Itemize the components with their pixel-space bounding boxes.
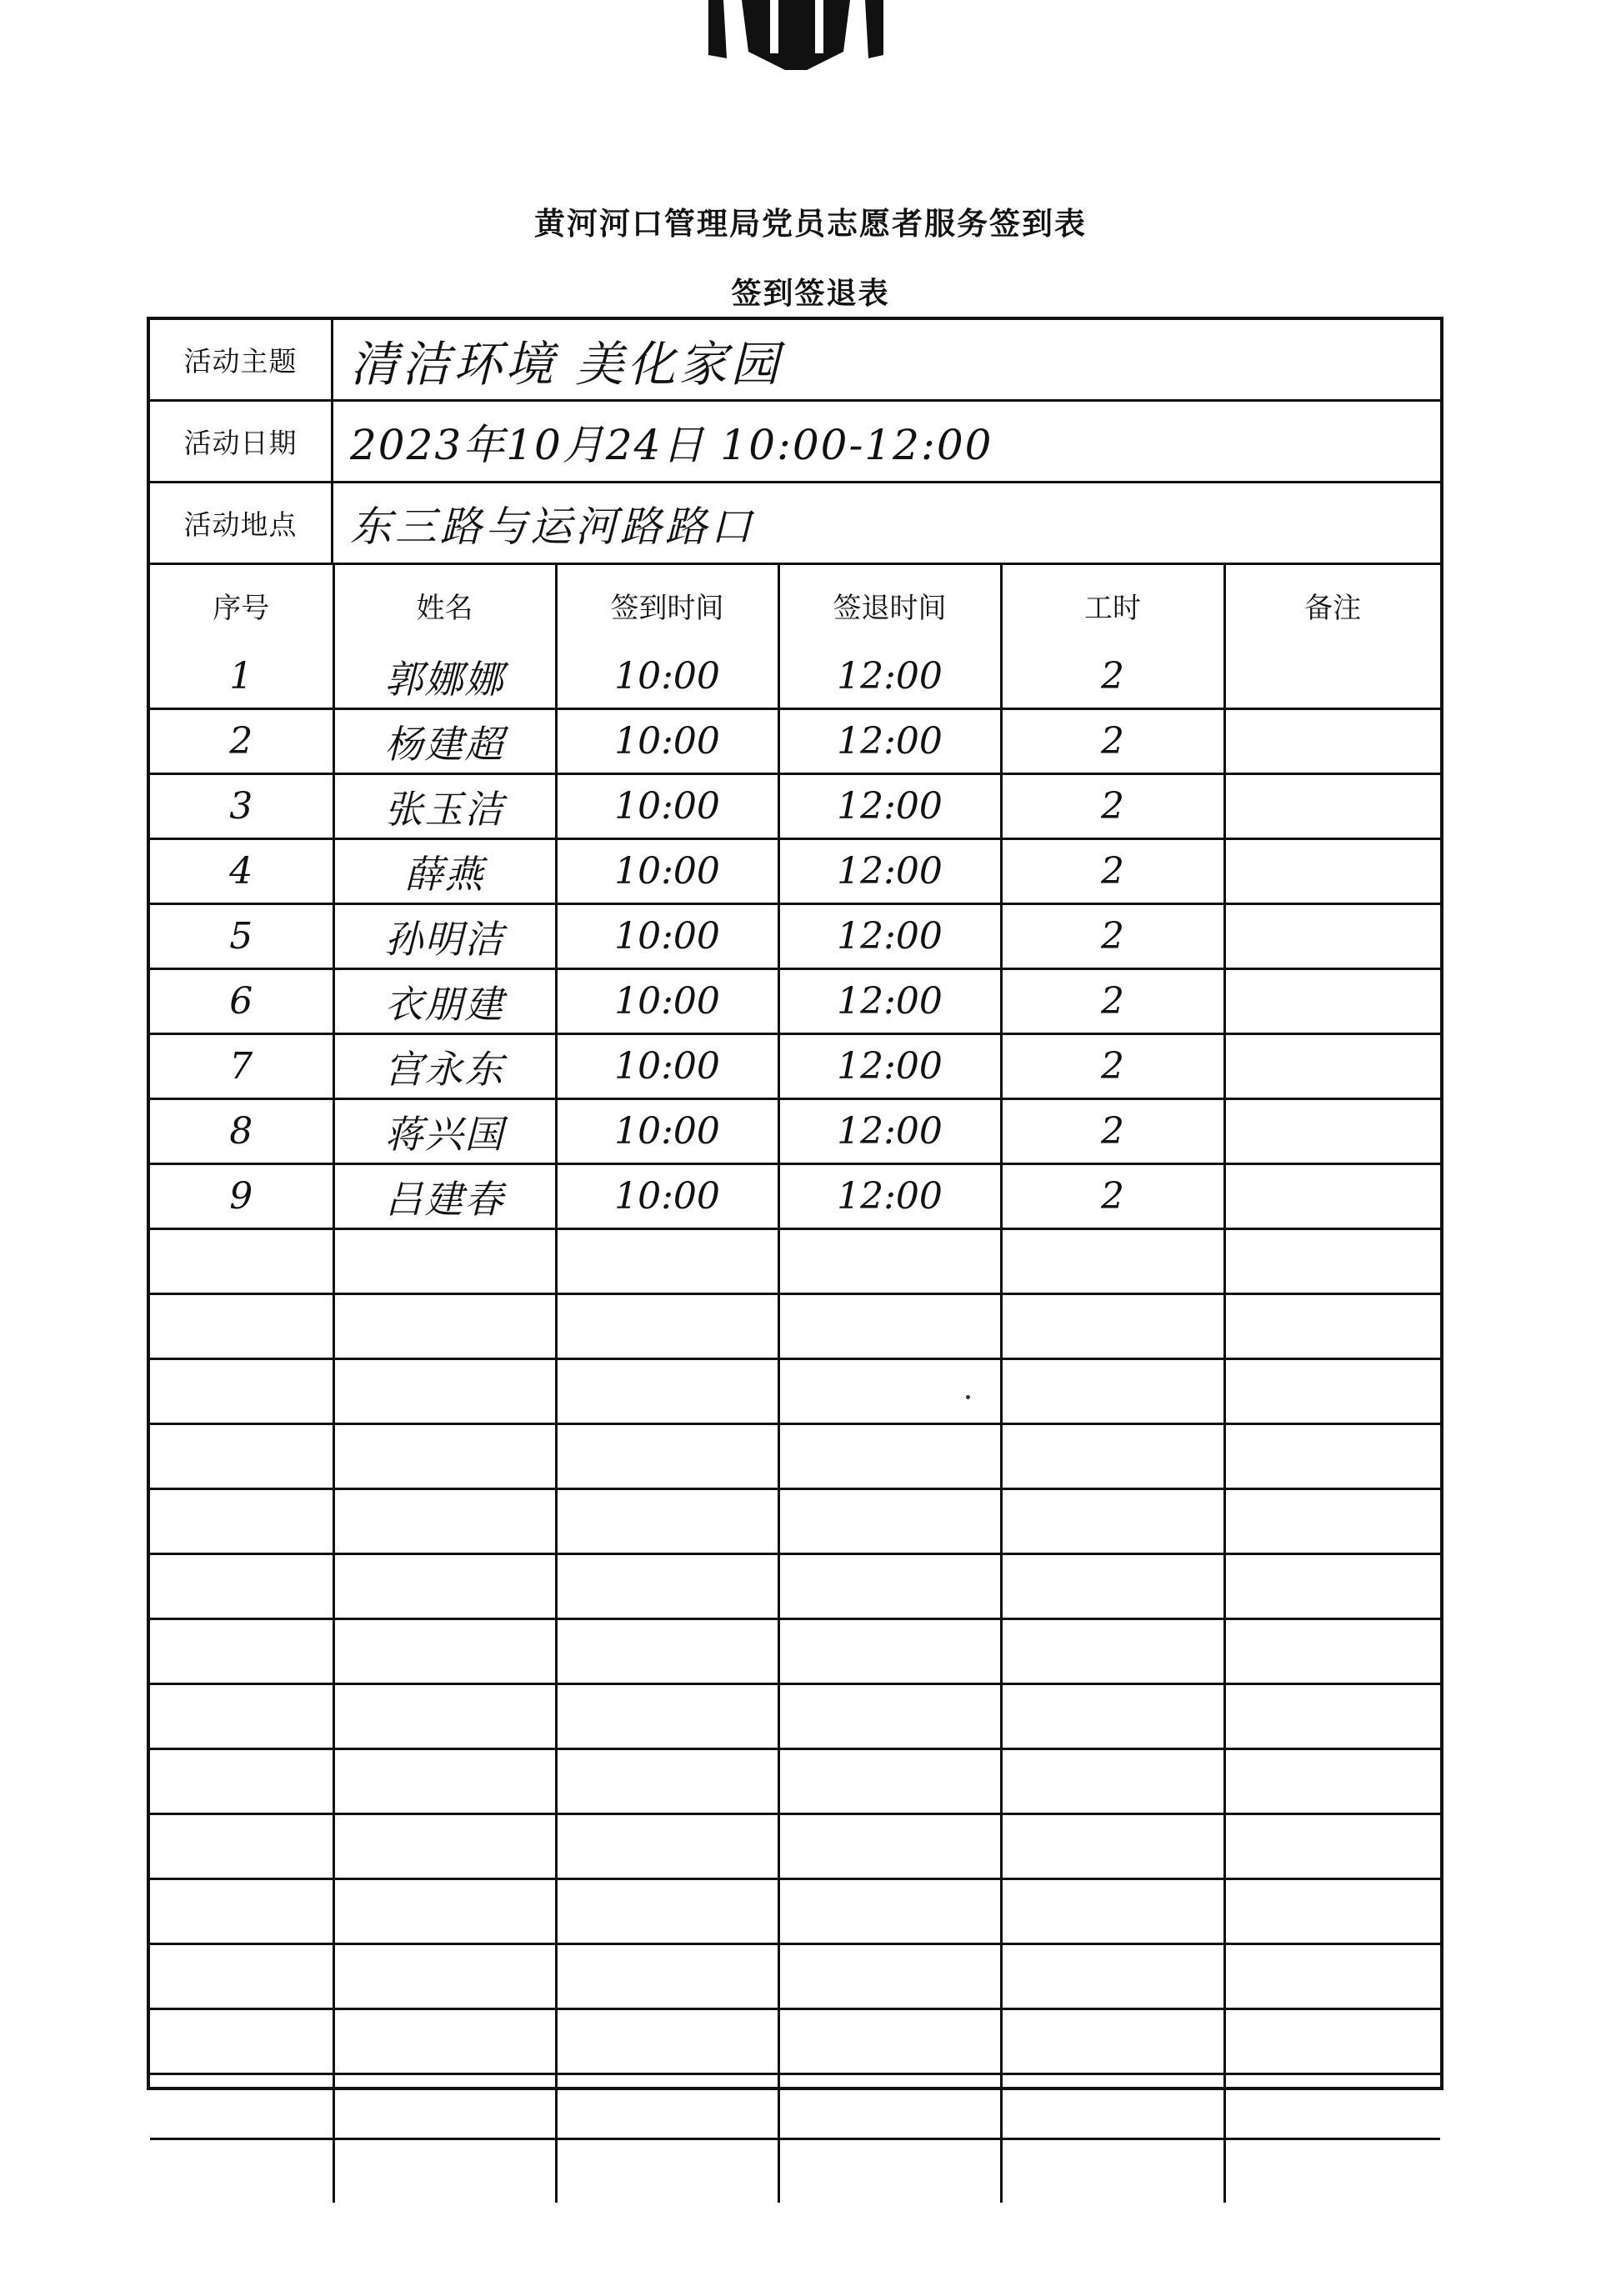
row-name: 孙明洁 bbox=[333, 904, 556, 969]
row-sign-out-time bbox=[778, 1749, 1001, 1814]
table-row bbox=[150, 2074, 1440, 2139]
row-note bbox=[1224, 709, 1440, 774]
row-hours bbox=[1001, 1554, 1224, 1619]
row-note bbox=[1224, 2074, 1440, 2139]
row-name: 宫永东 bbox=[333, 1034, 556, 1099]
row-name bbox=[333, 1359, 556, 1424]
table-row bbox=[150, 709, 1440, 774]
row-sign-in-time: 10:00 bbox=[556, 1034, 778, 1099]
row-note bbox=[1224, 1099, 1440, 1164]
row-sign-in-time: 10:00 bbox=[556, 774, 778, 839]
row-sign-in-time: 10:00 bbox=[556, 1099, 778, 1164]
row-note bbox=[1224, 904, 1440, 969]
row-sign-in-time: 10:00 bbox=[556, 1164, 778, 1229]
row-hours: 2 bbox=[1001, 839, 1224, 904]
row-name bbox=[333, 1294, 556, 1359]
row-sign-out-time: 12:00 bbox=[778, 1164, 1001, 1229]
row-hours: 2 bbox=[1001, 1099, 1224, 1164]
table-row bbox=[150, 1294, 1440, 1359]
row-sign-out-time: 12:00 bbox=[778, 774, 1001, 839]
info-row-date bbox=[150, 402, 1440, 483]
attendance-table bbox=[150, 565, 1440, 2203]
table-row bbox=[150, 774, 1440, 839]
table-row bbox=[150, 969, 1440, 1034]
row-hours bbox=[1001, 1489, 1224, 1554]
row-name bbox=[333, 1424, 556, 1489]
row-sign-out-time bbox=[778, 1424, 1001, 1489]
row-note bbox=[1224, 1879, 1440, 1944]
row-sign-out-time bbox=[778, 1814, 1001, 1879]
row-note bbox=[1224, 1619, 1440, 1684]
row-hours bbox=[1001, 1749, 1224, 1814]
row-note bbox=[1224, 774, 1440, 839]
row-sign-out-time bbox=[778, 2139, 1001, 2203]
row-note bbox=[1224, 1229, 1440, 1294]
row-sign-out-time bbox=[778, 1684, 1001, 1749]
row-name bbox=[333, 1554, 556, 1619]
place-label: 活动地点 bbox=[150, 483, 333, 563]
row-hours bbox=[1001, 2009, 1224, 2074]
row-sign-in-time: 10:00 bbox=[556, 969, 778, 1034]
row-hours bbox=[1001, 2074, 1224, 2139]
row-number bbox=[150, 1424, 333, 1489]
row-name: 杨建超 bbox=[333, 709, 556, 774]
table-row bbox=[150, 1684, 1440, 1749]
row-hours bbox=[1001, 1814, 1224, 1879]
row-note bbox=[1224, 1684, 1440, 1749]
row-note bbox=[1224, 1944, 1440, 2009]
table-row bbox=[150, 1879, 1440, 1944]
row-note bbox=[1224, 1814, 1440, 1879]
row-hours bbox=[1001, 1359, 1224, 1424]
row-sign-out-time: 12:00 bbox=[778, 839, 1001, 904]
row-name bbox=[333, 1749, 556, 1814]
table-row bbox=[150, 1619, 1440, 1684]
info-row-place bbox=[150, 483, 1440, 565]
row-number bbox=[150, 1814, 333, 1879]
row-sign-in-time bbox=[556, 1944, 778, 2009]
row-sign-in-time bbox=[556, 1619, 778, 1684]
row-number bbox=[150, 1944, 333, 2009]
table-row bbox=[150, 645, 1440, 709]
table-row bbox=[150, 1554, 1440, 1619]
row-number bbox=[150, 1229, 333, 1294]
row-number bbox=[150, 1294, 333, 1359]
row-note bbox=[1224, 1294, 1440, 1359]
table-row bbox=[150, 2009, 1440, 2074]
row-hours: 2 bbox=[1001, 1164, 1224, 1229]
row-sign-in-time bbox=[556, 2074, 778, 2139]
row-hours bbox=[1001, 1424, 1224, 1489]
row-sign-out-time: 12:00 bbox=[778, 709, 1001, 774]
row-number: 8 bbox=[150, 1099, 333, 1164]
row-number bbox=[150, 1554, 333, 1619]
table-row bbox=[150, 1944, 1440, 2009]
row-hours: 2 bbox=[1001, 774, 1224, 839]
place-value: 东三路与运河路路口 bbox=[350, 502, 755, 551]
row-sign-in-time: 10:00 bbox=[556, 839, 778, 904]
row-hours bbox=[1001, 1684, 1224, 1749]
table-header-row bbox=[150, 565, 1440, 645]
row-note bbox=[1224, 1749, 1440, 1814]
row-note bbox=[1224, 2139, 1440, 2203]
row-number: 1 bbox=[150, 645, 333, 709]
header-name: 姓名 bbox=[333, 565, 556, 645]
row-sign-out-time bbox=[778, 1879, 1001, 1944]
row-note bbox=[1224, 969, 1440, 1034]
row-sign-out-time bbox=[778, 2074, 1001, 2139]
row-sign-in-time: 10:00 bbox=[556, 709, 778, 774]
row-sign-in-time bbox=[556, 1294, 778, 1359]
row-sign-in-time bbox=[556, 1749, 778, 1814]
row-hours bbox=[1001, 1294, 1224, 1359]
header-no: 序号 bbox=[150, 565, 333, 645]
row-hours: 2 bbox=[1001, 904, 1224, 969]
row-name bbox=[333, 1229, 556, 1294]
row-name bbox=[333, 2009, 556, 2074]
topic-value: 清洁环境 美化家园 bbox=[350, 335, 783, 393]
topic-label: 活动主题 bbox=[150, 320, 333, 399]
row-name bbox=[333, 2139, 556, 2203]
row-number bbox=[150, 2009, 333, 2074]
row-sign-in-time bbox=[556, 1554, 778, 1619]
row-hours bbox=[1001, 1229, 1224, 1294]
row-number bbox=[150, 1749, 333, 1814]
row-number: 3 bbox=[150, 774, 333, 839]
row-note bbox=[1224, 1034, 1440, 1099]
header-note: 备注 bbox=[1224, 565, 1440, 645]
row-name: 郭娜娜 bbox=[333, 645, 556, 709]
row-hours bbox=[1001, 2139, 1224, 2203]
row-sign-out-time bbox=[778, 1229, 1001, 1294]
row-name bbox=[333, 2074, 556, 2139]
row-note bbox=[1224, 1489, 1440, 1554]
row-number: 6 bbox=[150, 969, 333, 1034]
row-sign-out-time bbox=[778, 1619, 1001, 1684]
row-name bbox=[333, 1489, 556, 1554]
row-sign-out-time: 12:00 bbox=[778, 969, 1001, 1034]
row-name: 张玉洁 bbox=[333, 774, 556, 839]
ink-speck bbox=[966, 1395, 970, 1399]
row-name bbox=[333, 1944, 556, 2009]
row-name: 吕建春 bbox=[333, 1164, 556, 1229]
row-name bbox=[333, 1619, 556, 1684]
row-sign-out-time bbox=[778, 1489, 1001, 1554]
table-row bbox=[150, 2139, 1440, 2203]
row-name: 薛燕 bbox=[333, 839, 556, 904]
table-row bbox=[150, 1034, 1440, 1099]
table-row bbox=[150, 1489, 1440, 1554]
row-number bbox=[150, 1619, 333, 1684]
table-row bbox=[150, 1164, 1440, 1229]
row-hours: 2 bbox=[1001, 1034, 1224, 1099]
row-sign-out-time bbox=[778, 1944, 1001, 2009]
table-row bbox=[150, 1424, 1440, 1489]
row-sign-out-time bbox=[778, 1294, 1001, 1359]
row-note bbox=[1224, 645, 1440, 709]
row-sign-in-time bbox=[556, 1814, 778, 1879]
row-sign-out-time: 12:00 bbox=[778, 1034, 1001, 1099]
row-hours: 2 bbox=[1001, 645, 1224, 709]
row-sign-in-time bbox=[556, 1489, 778, 1554]
row-note bbox=[1224, 839, 1440, 904]
table-row bbox=[150, 1814, 1440, 1879]
row-number bbox=[150, 1879, 333, 1944]
form-subtitle: 签到签退表 bbox=[731, 277, 890, 311]
row-name bbox=[333, 1814, 556, 1879]
info-row-topic bbox=[150, 320, 1440, 402]
header-sign-out-time: 签退时间 bbox=[778, 565, 1001, 645]
header-hours: 工时 bbox=[1001, 565, 1224, 645]
row-hours bbox=[1001, 1619, 1224, 1684]
row-name: 衣朋建 bbox=[333, 969, 556, 1034]
row-sign-in-time bbox=[556, 1879, 778, 1944]
row-number bbox=[150, 1489, 333, 1554]
row-sign-in-time bbox=[556, 1359, 778, 1424]
row-sign-in-time: 10:00 bbox=[556, 904, 778, 969]
row-note bbox=[1224, 1424, 1440, 1489]
row-sign-in-time bbox=[556, 1229, 778, 1294]
row-name bbox=[333, 1684, 556, 1749]
row-number: 2 bbox=[150, 709, 333, 774]
form-title: 黄河河口管理局党员志愿者服务签到表 bbox=[534, 206, 1087, 242]
row-number: 9 bbox=[150, 1164, 333, 1229]
row-note bbox=[1224, 1359, 1440, 1424]
row-sign-out-time: 12:00 bbox=[778, 904, 1001, 969]
table-row bbox=[150, 1099, 1440, 1164]
row-number: 4 bbox=[150, 839, 333, 904]
table-row bbox=[150, 1229, 1440, 1294]
row-sign-out-time bbox=[778, 2009, 1001, 2074]
row-number bbox=[150, 2074, 333, 2139]
table-row bbox=[150, 904, 1440, 969]
row-sign-in-time: 10:00 bbox=[556, 645, 778, 709]
row-sign-out-time: 12:00 bbox=[778, 645, 1001, 709]
row-number: 7 bbox=[150, 1034, 333, 1099]
row-note bbox=[1224, 1554, 1440, 1619]
row-number: 5 bbox=[150, 904, 333, 969]
table-row bbox=[150, 839, 1440, 904]
row-sign-out-time: 12:00 bbox=[778, 1099, 1001, 1164]
row-hours: 2 bbox=[1001, 709, 1224, 774]
date-label: 活动日期 bbox=[150, 402, 333, 481]
row-number bbox=[150, 2139, 333, 2203]
row-note bbox=[1224, 1164, 1440, 1229]
date-value: 2023年10月24日 10:00-12:00 bbox=[350, 420, 993, 469]
row-hours bbox=[1001, 1944, 1224, 2009]
row-number bbox=[150, 1359, 333, 1424]
table-row bbox=[150, 1359, 1440, 1424]
row-name: 蒋兴国 bbox=[333, 1099, 556, 1164]
row-sign-out-time bbox=[778, 1554, 1001, 1619]
row-number bbox=[150, 1684, 333, 1749]
row-name bbox=[333, 1879, 556, 1944]
binder-clip-mark bbox=[708, 0, 883, 72]
row-sign-in-time bbox=[556, 2009, 778, 2074]
header-sign-in-time: 签到时间 bbox=[556, 565, 778, 645]
row-sign-in-time bbox=[556, 2139, 778, 2203]
row-note bbox=[1224, 2009, 1440, 2074]
table-row bbox=[150, 1749, 1440, 1814]
row-hours: 2 bbox=[1001, 969, 1224, 1034]
row-sign-out-time bbox=[778, 1359, 1001, 1424]
row-sign-in-time bbox=[556, 1684, 778, 1749]
sign-in-sheet bbox=[147, 317, 1443, 2090]
row-hours bbox=[1001, 1879, 1224, 1944]
row-sign-in-time bbox=[556, 1424, 778, 1489]
